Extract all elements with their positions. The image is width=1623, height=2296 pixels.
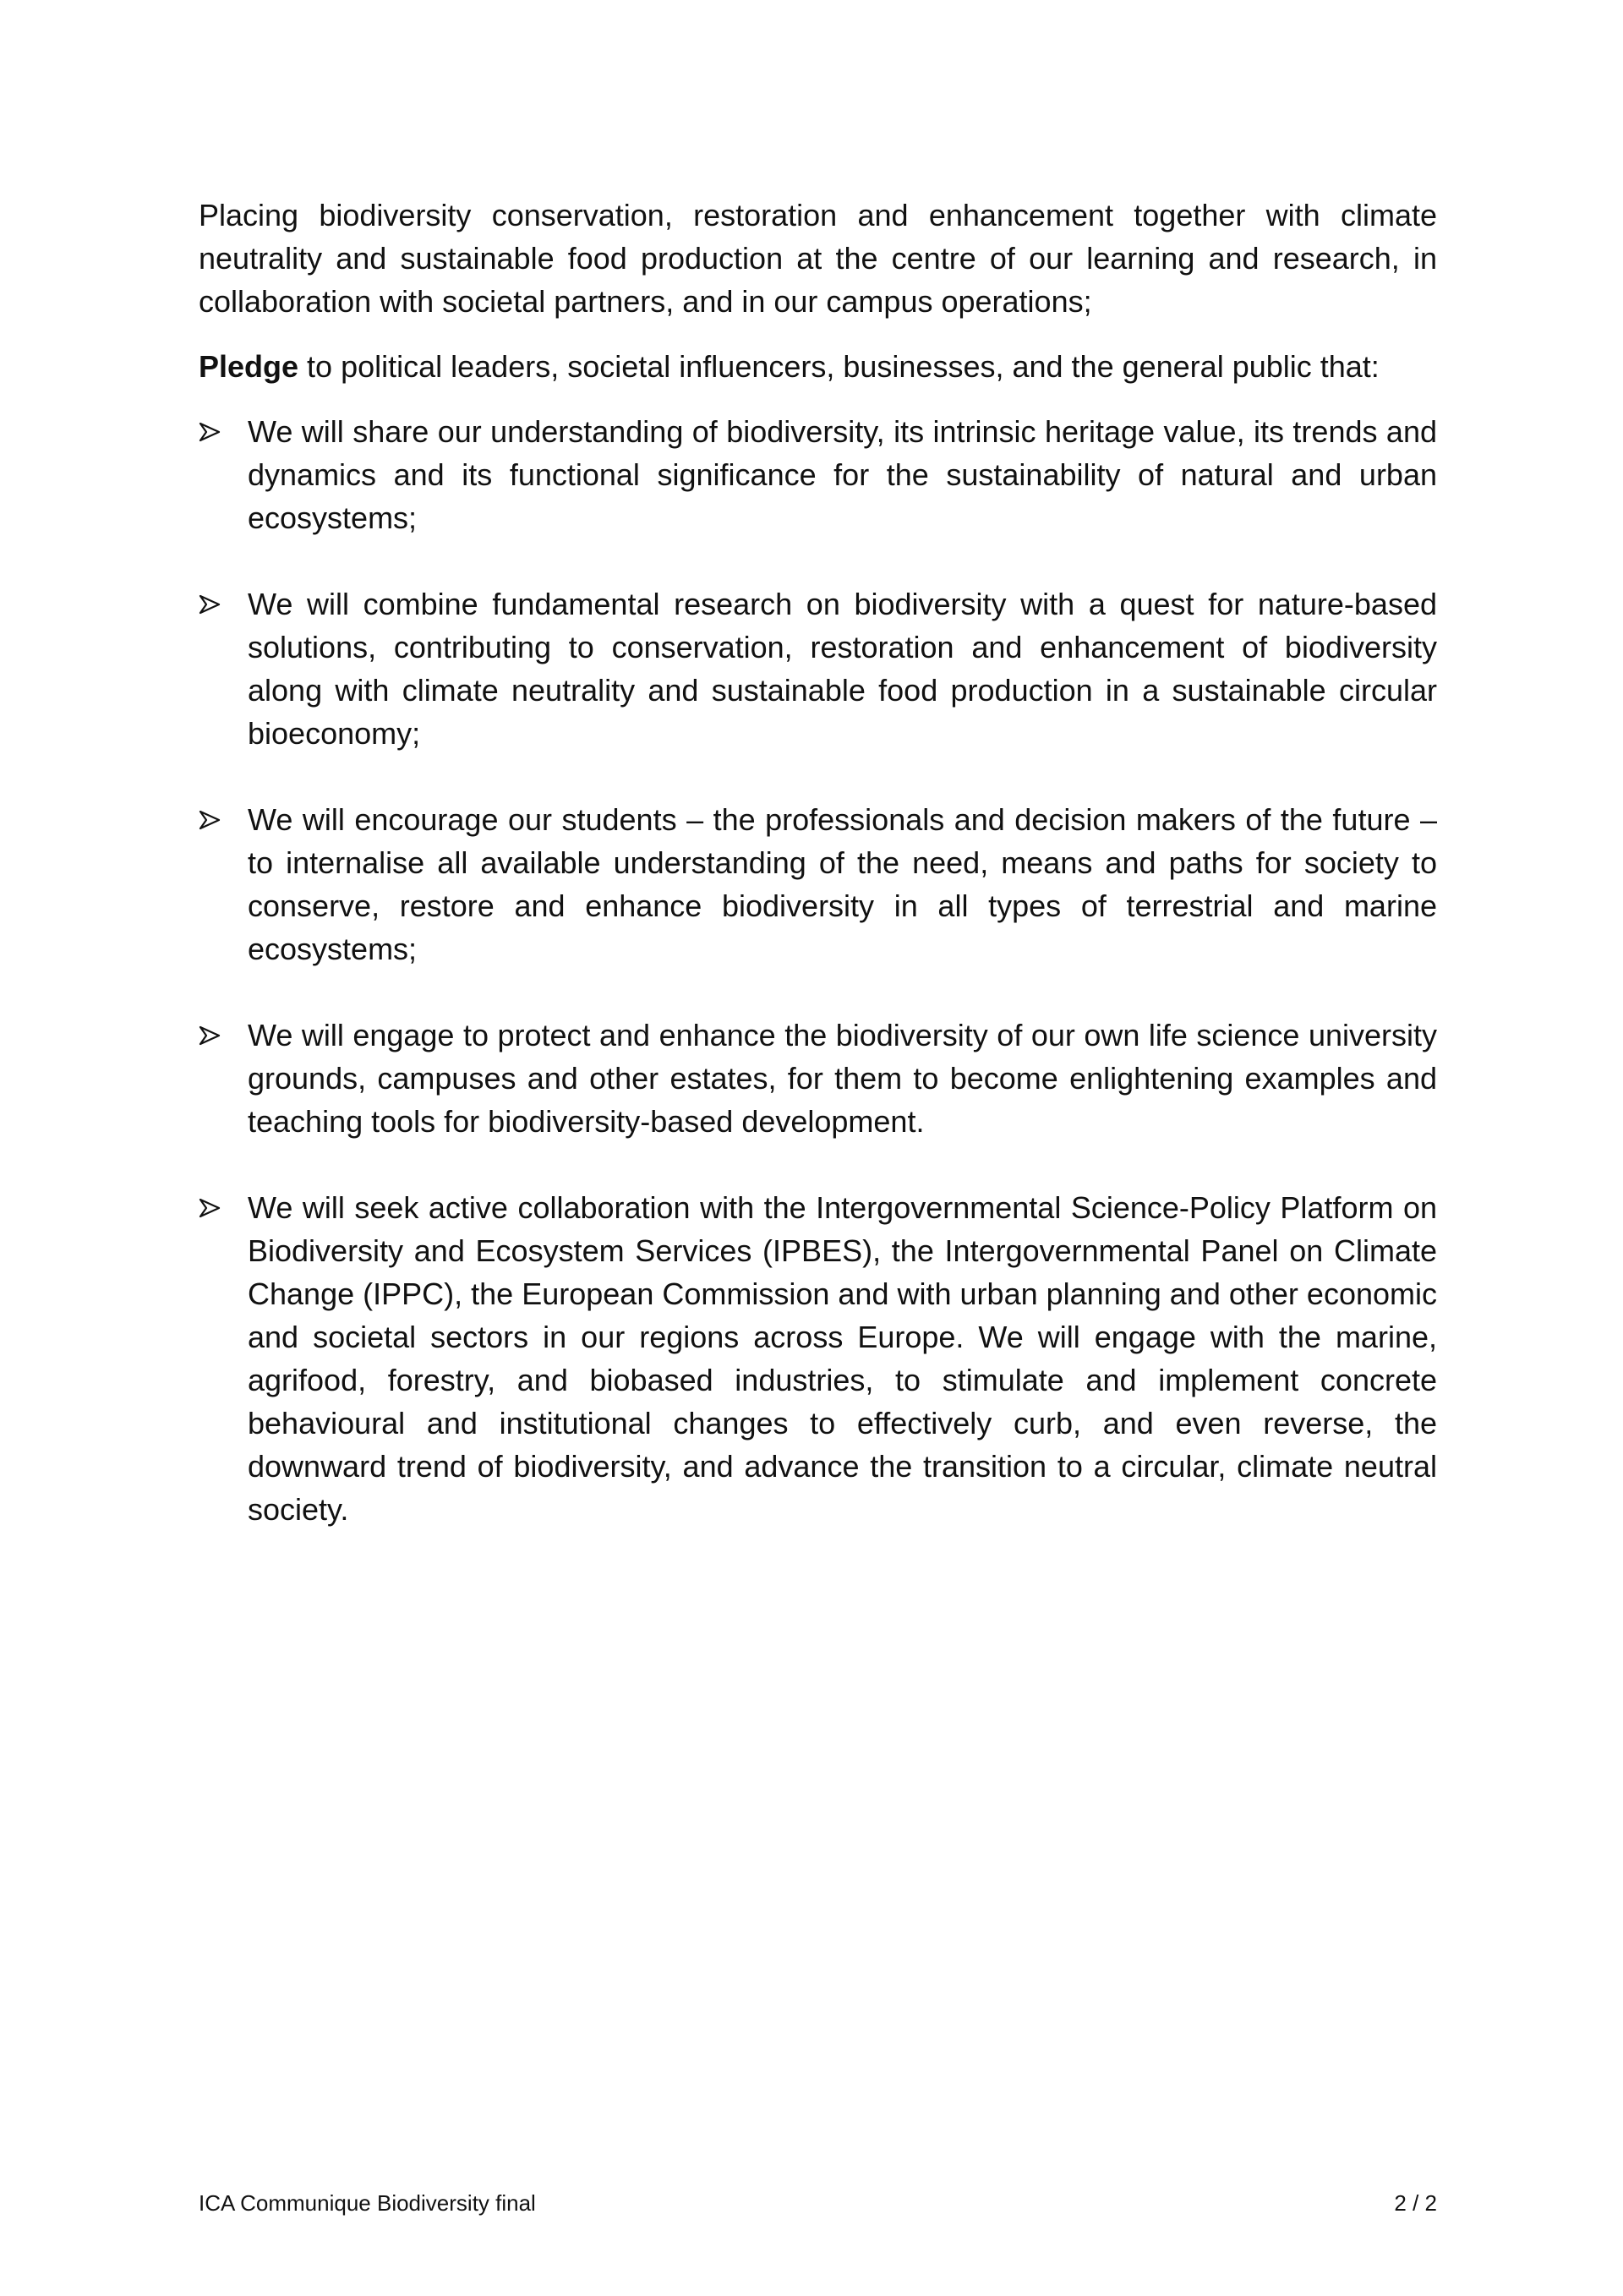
arrowhead-bullet-icon — [199, 1025, 221, 1046]
pledge-list — [199, 410, 1437, 1531]
footer-document-title: ICA Communique Biodiversity final — [199, 2190, 536, 2216]
list-item-text: We will seek active collaboration with the Intergovernmental Science-Policy Platform on Biodiversity and Ecosystem Services (IPBES), the Intergovernmental Panel on Climate Change (IPPC), the European Commission and with urban planning and other economic and societal sectors in our regions across Europe. We will engage with the marine, agrifood, forestry, and biobased industries, to stimulate and implement concrete behavioural and institutional changes to effectively curb, and even reverse, the downward trend of biodiversity, and advance the transition to a circular, climate neutral society. — [248, 1190, 1437, 1527]
document-body — [199, 194, 1437, 1531]
pledge-bold-word: Pledge — [199, 349, 299, 384]
list-item-text: We will engage to protect and enhance the biodiversity of our own life science university grounds, campuses and other estates, for them to become enlightening examples and teaching tools for biodiversity-based development. — [248, 1018, 1437, 1139]
arrowhead-bullet-icon — [199, 594, 221, 615]
footer-page-number: 2 / 2 — [1394, 2190, 1437, 2216]
pledge-text: to political leaders, societal influencers, businesses, and the general public that: — [298, 349, 1380, 384]
list-item-text: We will share our understanding of biodiversity, its intrinsic heritage value, its trends and dynamics and its functional significance for the sustainability of natural and urban ecosystems; — [248, 414, 1437, 535]
list-item-text: We will encourage our students – the professionals and decision makers of the future – to internalise all available understanding of the need, means and paths for society to conserve, restore and enhance biodiversity in all types of terrestrial and marine ecosystems; — [248, 802, 1437, 966]
list-item — [199, 582, 1437, 755]
list-item — [199, 410, 1437, 539]
list-item — [199, 1014, 1437, 1143]
list-item — [199, 798, 1437, 970]
pledge-paragraph — [199, 345, 1437, 388]
intro-paragraph: Placing biodiversity conservation, restoration and enhancement together with climate neutrality and sustainable food production at the centre of our learning and research, in collaboration with societal partners, and in our campus operations; — [199, 198, 1437, 319]
arrowhead-bullet-icon — [199, 422, 221, 442]
arrowhead-bullet-icon — [199, 810, 221, 830]
arrowhead-bullet-icon — [199, 1198, 221, 1218]
list-item-text: We will combine fundamental research on biodiversity with a quest for nature-based solutions, contributing to conservation, restoration and enhancement of biodiversity along with climate neutrality and sustainable food production in a sustainable circular bioeconomy; — [248, 587, 1437, 751]
list-item — [199, 1186, 1437, 1531]
page-footer — [199, 2189, 1437, 2217]
